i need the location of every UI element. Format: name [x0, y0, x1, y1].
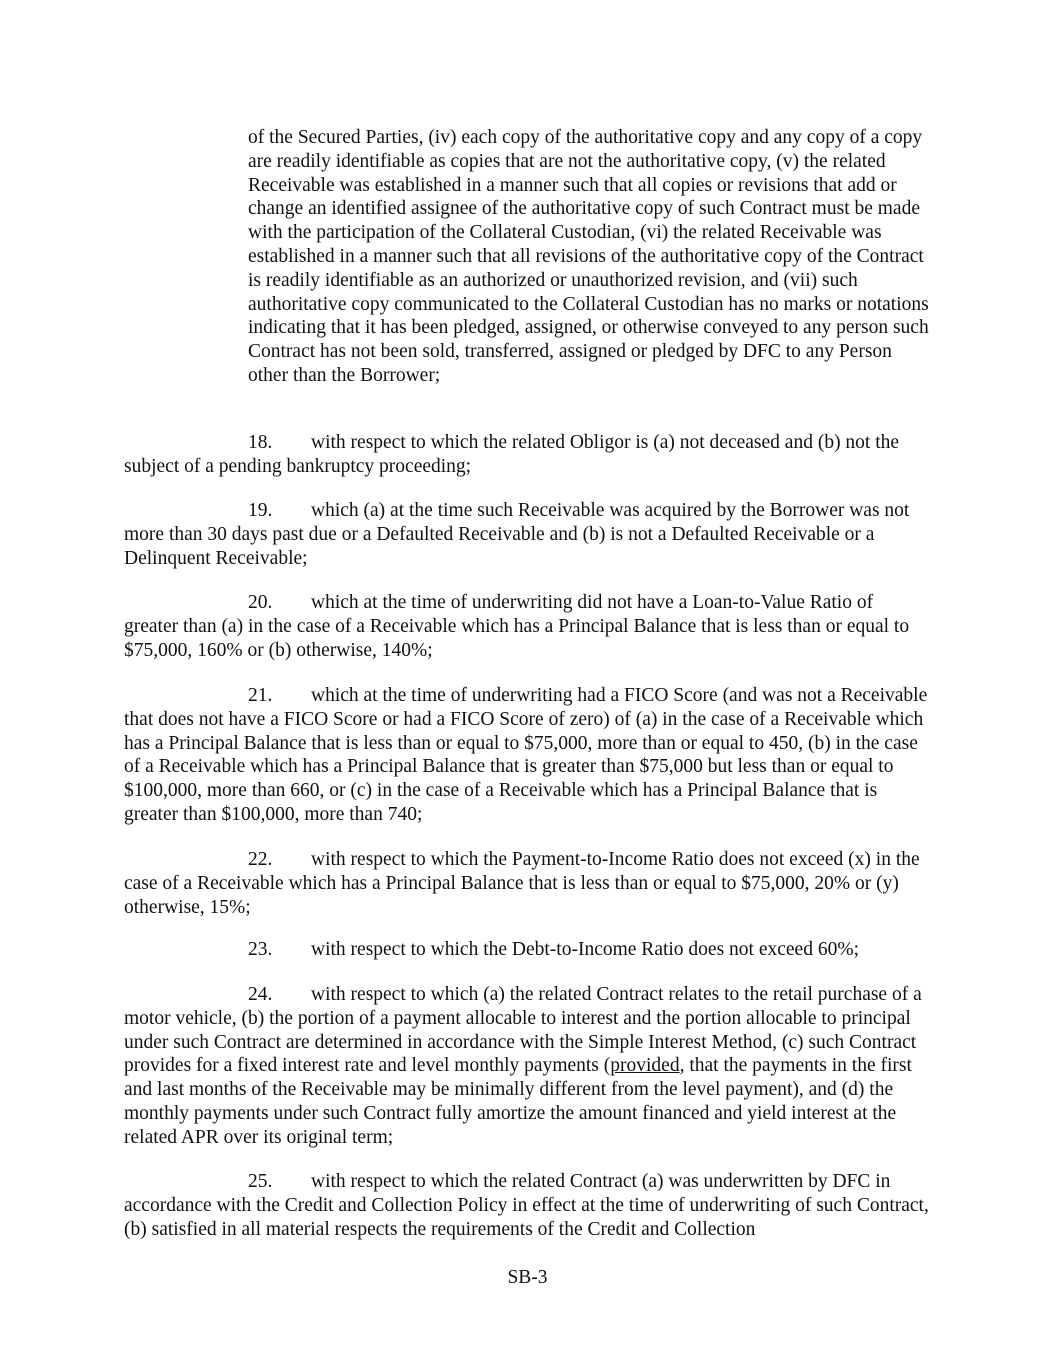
item-number: 19. — [248, 500, 273, 521]
item-text: with respect to which the related Obligor is (a) not deceased and (b) not the subject of a pending bankruptcy proceeding; — [124, 432, 900, 477]
item-number: 24. — [248, 984, 273, 1005]
item-text: with respect to which the related Contract (a) was underwritten by DFC in accordance with the Credit and Collection Policy in effect at the time of underwriting of such Contract, (b) satisfied in all material respects the requirements of the Credit and Collection — [124, 1171, 929, 1240]
item-number: 18. — [248, 432, 273, 453]
list-item-24 — [124, 983, 929, 1150]
page-number: SB-3 — [507, 1267, 548, 1288]
item-text-before: with respect to which (a) the related Contract relates to the retail purchase of a motor vehicle, (b) the portion of a payment allocable to interest and the portion allocable to principal under such Contract are determined in accordance with the Simple Interest Method, (c) such Contract provides for a fixed interest rate and level monthly payments ( — [124, 984, 922, 1077]
continuation-paragraph: of the Secured Parties, (iv) each copy of the authoritative copy and any copy of a copy are readily identifiable as copies that are not the authoritative copy, (v) the related Receivable was established in a manner such that all copies or revisions that add or change an identified assignee of the authoritative copy of such Contract must be made with the participation of the Collateral Custodian, (vi) the related Receivable was established in a manner such that all revisions of the authoritative copy of the Contract is readily identifiable as an authorized or unauthorized revision, and (vii) such authoritative copy communicated to the Collateral Custodian has no marks or notations indicating that it has been pledged, assigned, or otherwise conveyed to any person such Contract has not been sold, transferred, assigned or pledged by DFC to any Person other than the Borrower; — [248, 127, 929, 386]
item-number: 23. — [248, 939, 273, 960]
item-text-after: , that the payments in the first and last months of the Receivable may be minimally different from the level payment), and (d) the monthly payments under such Contract fully amortize the amount financed and yield interest at the related APR over its original term; — [124, 1055, 912, 1148]
item-text: which at the time of underwriting did not have a Loan-to-Value Ratio of greater than (a) in the case of a Receivable which has a Principal Balance that is less than or equal to $75,000, 160% or (b) otherwise, 140%; — [124, 592, 910, 661]
item-number: 25. — [248, 1171, 273, 1192]
item-number: 20. — [248, 592, 273, 613]
list-item-18 — [124, 431, 929, 479]
item-number: 22. — [248, 849, 273, 870]
list-item-22 — [124, 848, 929, 919]
list-item-21 — [124, 684, 929, 827]
list-item-23 — [124, 938, 929, 962]
list-item-19 — [124, 499, 929, 570]
item-number: 21. — [248, 685, 273, 706]
list-item-20 — [124, 591, 929, 662]
list-item-25 — [124, 1170, 929, 1241]
item-text: with respect to which the Payment-to-Income Ratio does not exceed (x) in the case of a Receivable which has a Principal Balance that is less than or equal to $75,000, 20% or (y) otherwise, 15%; — [124, 849, 920, 918]
item-text: which at the time of underwriting had a FICO Score (and was not a Receivable that does not have a FICO Score or had a FICO Score of zero) of (a) in the case of a Receivable which has a Principal Balance that is less than or equal to $75,000, more than or equal to 450, (b) in the case of a Receivable which has a Principal Balance that is greater than $75,000 but less than or equal to $100,000, more than 660, or (c) in the case of a Receivable which has a Principal Balance that is greater than $100,000, more than 740; — [124, 685, 928, 825]
item-text: which (a) at the time such Receivable was acquired by the Borrower was not more than 30 days past due or a Defaulted Receivable and (b) is not a Defaulted Receivable or a Delinquent Receivable; — [124, 500, 910, 569]
item-text: with respect to which the Debt-to-Income Ratio does not exceed 60%; — [311, 939, 859, 960]
provided-underlined: provided — [610, 1055, 680, 1077]
